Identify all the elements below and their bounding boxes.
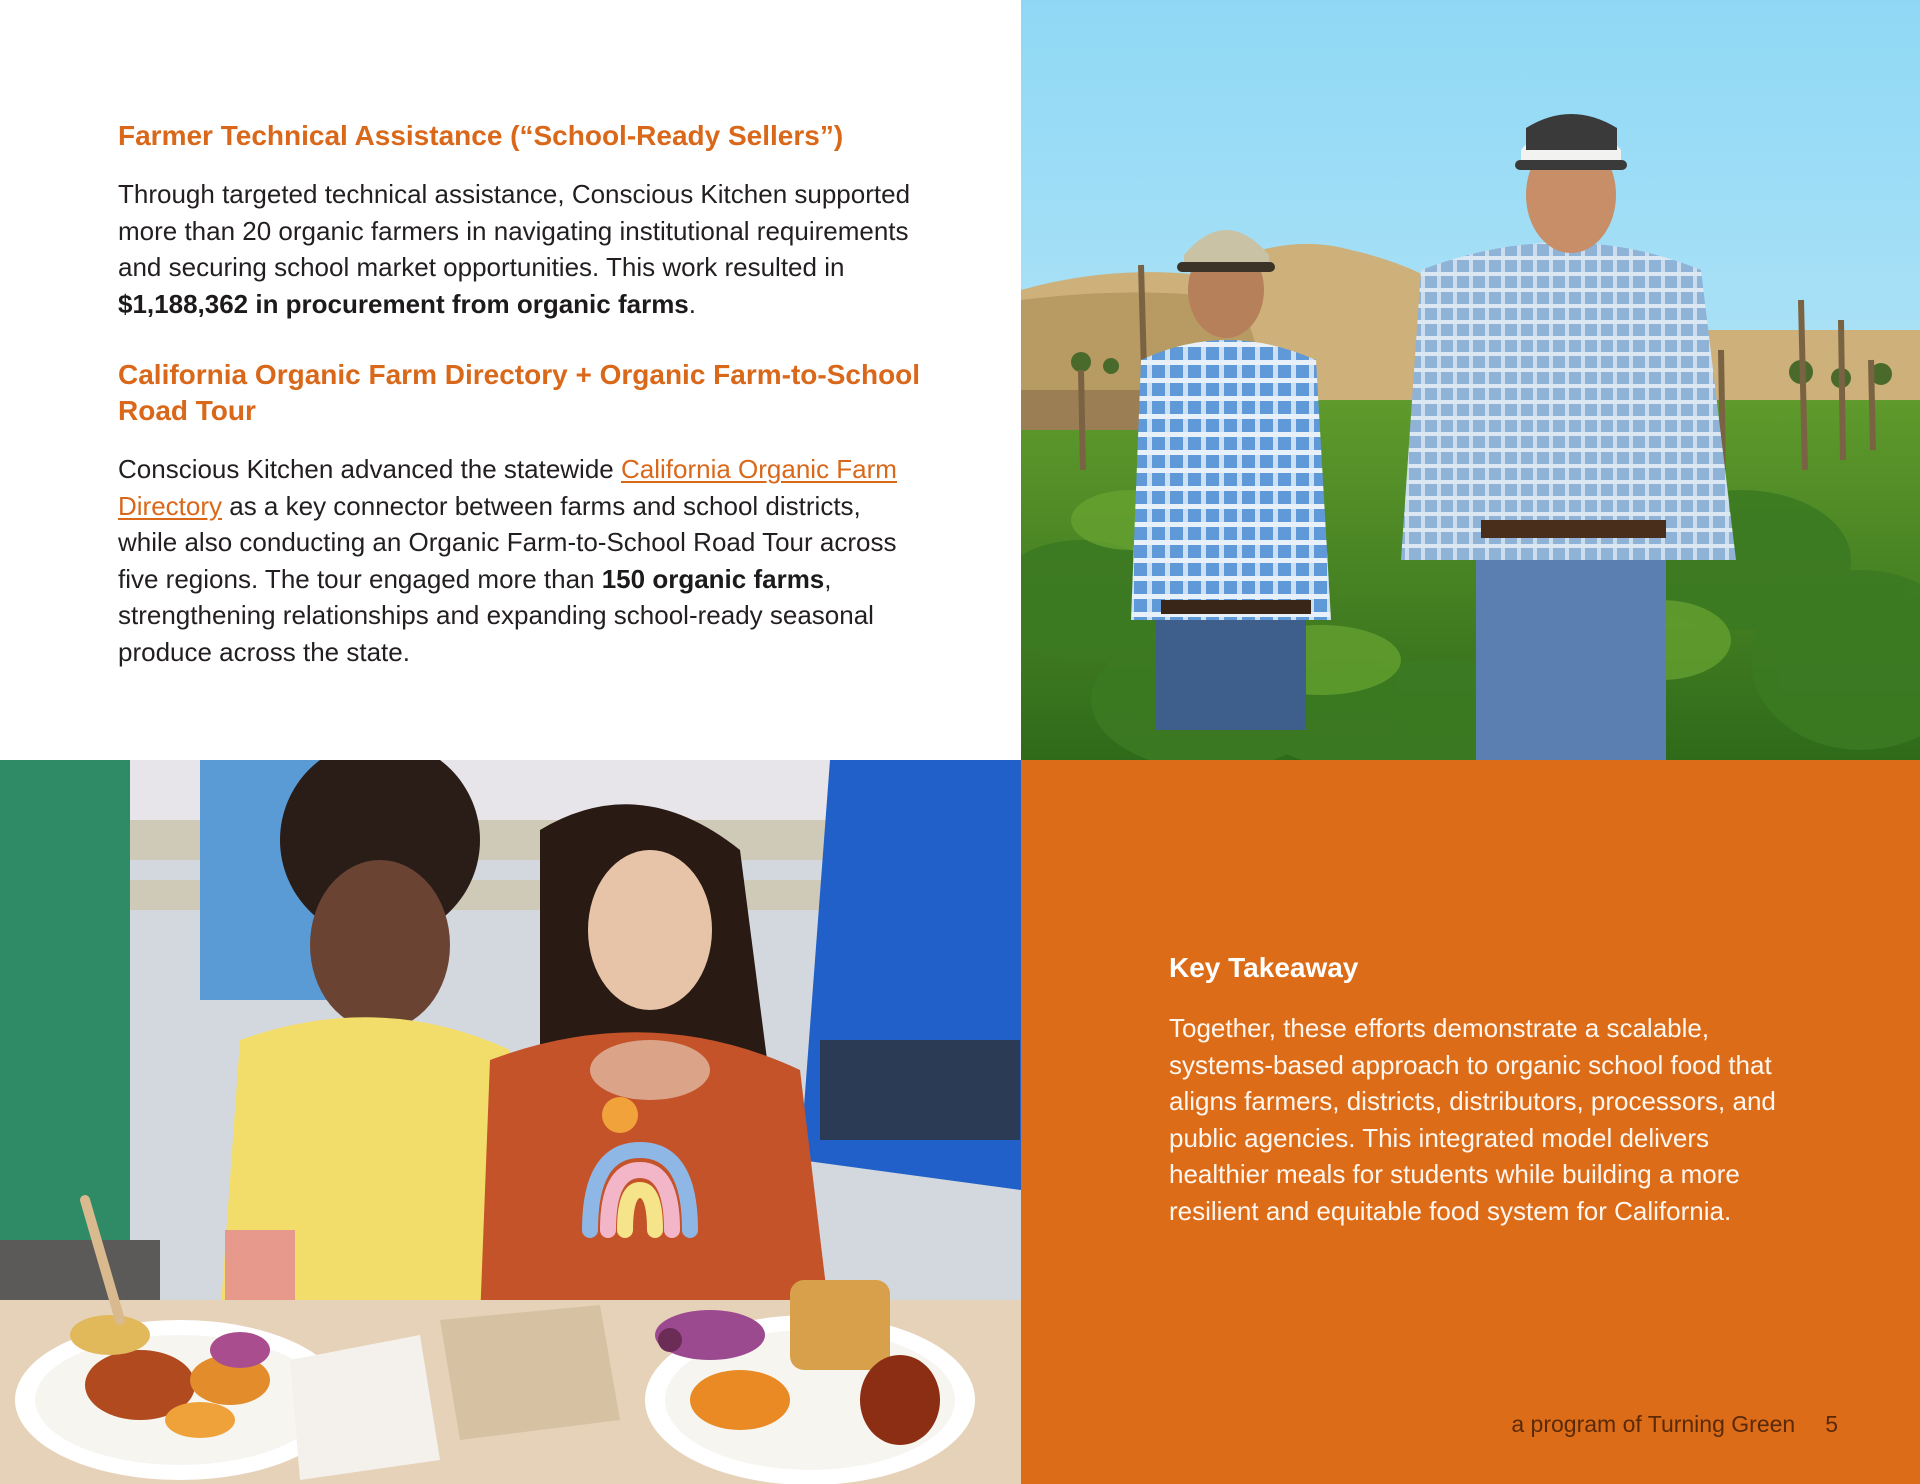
section-heading-technical-assistance: Farmer Technical Assistance (“School-Ready Sellers”): [118, 120, 844, 151]
page-number: 5: [1825, 1411, 1838, 1437]
paragraph-text: Conscious Kitchen advanced the statewide: [118, 454, 621, 484]
section-heading-farm-directory: California Organic Farm Directory + Organic Farm-to-School Road Tour: [118, 359, 921, 426]
farms-highlight: 150 organic farms: [601, 563, 825, 594]
farmers-photo: [1021, 0, 1920, 760]
procurement-highlight: $1,188,362 in procurement from organic farms: [118, 288, 689, 319]
kids-lunch-photo: [0, 760, 1021, 1484]
paragraph-text-end: , strengthening relationships and expanding school-ready seasonal produce across the state.: [118, 563, 874, 667]
key-takeaway-content: [1169, 950, 1809, 1229]
key-takeaway-panel: [1021, 760, 1920, 1484]
farm-directory-paragraph: [118, 451, 921, 670]
key-takeaway-title: Key Takeaway: [1169, 952, 1359, 983]
technical-assistance-paragraph: [118, 176, 921, 322]
cap-logo: N: [1559, 119, 1583, 149]
text-panel: [0, 0, 1021, 760]
key-takeaway-text: Together, these efforts demonstrate a scalable, systems-based approach to organic school food that aligns farmers, districts, distributors, processors, and public agencies. This integrated model delivers healthier meals for students while building a more resilient and equitable food system for California.: [1169, 1013, 1776, 1226]
paragraph-text-middle: as a key connector between farms and school districts, while also conducting an Organic Farm-to-School Road Tour across five regions. The tour engaged more than: [118, 490, 897, 594]
farm-directory-link[interactable]: California Organic Farm Directory: [118, 454, 897, 521]
paragraph-text: Through targeted technical assistance, Conscious Kitchen supported more than 20 organic farmers in navigating institutional requirements and securing school market opportunities. This work resulted in: [118, 179, 911, 282]
page-footer: [1511, 1411, 1838, 1438]
program-credit: a program of Turning Green: [1511, 1411, 1796, 1437]
paragraph-text-end: .: [688, 288, 697, 319]
